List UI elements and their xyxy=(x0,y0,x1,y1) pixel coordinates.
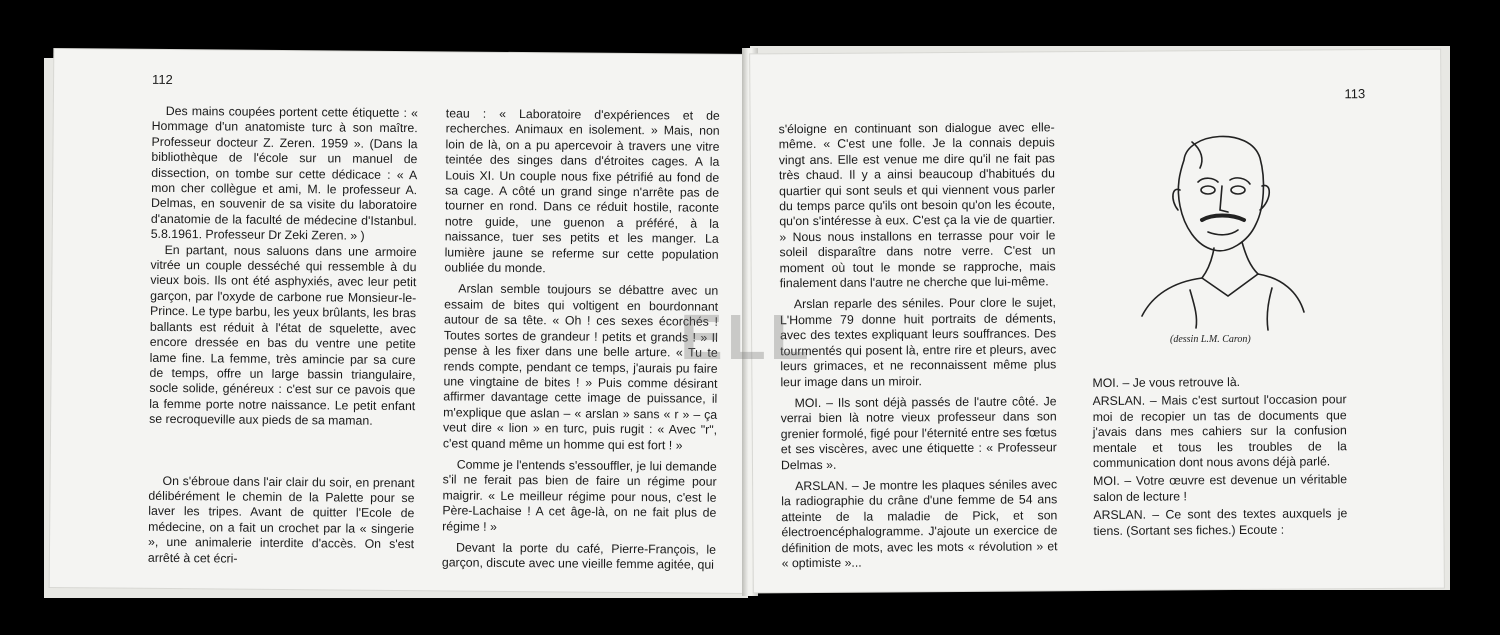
page-number-right: 113 xyxy=(1344,86,1366,102)
paragraph: Des mains coupées portent cette étiquette : « Hommage d'un anatomiste turc à son maître. Professeur docteur Z. Zeren. 1959 ». (Dans la bibliothèque de l'école sur un manuel de dissection, on tombe sur cette dédicace : « A mon cher collègue et ami, M. le professeur A. Delmas, en souvenir de sa visite du laboratoire d'anatomie de la faculté de médecine d'Istanbul. 5.8.1961. Professeur Dr Zeki Zeren. » ) xyxy=(150,103,418,243)
left-page-column-1 xyxy=(148,104,418,568)
watermark: ELL xyxy=(680,301,813,373)
left-page-column-2 xyxy=(442,106,720,573)
paragraph: MOI. – Ils sont déjà passés de l'autre côté. Je verrai bien là notre vieux professeur dans son grenier formolé, figé pour l'éternité entre ses fœtus et ses viscères, avec une étiquette : « Professeur Delmas ». xyxy=(780,394,1057,472)
right-page xyxy=(750,50,1444,593)
sketch-signature: (dessin L.M. Caron) xyxy=(1170,334,1251,345)
right-page-column-2 xyxy=(1092,374,1347,542)
portrait-sketch xyxy=(1132,120,1307,350)
dialogue-line: MOI. – Je vous retrouve là. xyxy=(1092,375,1241,391)
dialogue-line: ARSLAN. – Mais c'est surtout l'occasion pour moi de recopier un tas de documents que j'avais dans mes cahiers sur la confusion mentale et tous les troubles de la communication dont nous avons déjà parlé. xyxy=(1092,392,1347,471)
paragraph: Comme je l'entends s'essouffler, je lui demande s'il ne ferait pas bien de faire un régime pour maigrir. « Le meilleur régime pour nous, c'est le Père-Lachaise ! A cet âge-là, on ne fait plus de régime ! » xyxy=(442,457,717,534)
right-page-column-1 xyxy=(779,120,1058,571)
paragraph: s'éloigne en continuant son dialogue avec elle-même. « C'est une folle. Je la connais depuis vingt ans. Elle est venue me dire qu'il ne fait pas très chaud. Il y a ainsi beaucoup d'habitués du quartier qui sont seuls et qui viennent vous parler du temps parce qu'ils ont besoin qu'on les écoute, qu'on s'intéresse à eux. C'est ça la vie de quartier. » Nous nous installons en terrasse pour voir le soleil disparaître dans notre verre. C'est un moment où tout le monde se rapproche, mais finalement dans l'autre ne cherche que lui-même. xyxy=(778,120,1056,291)
paragraph: En partant, nous saluons dans une armoire vitrée un couple desséché qui ressemble à du vieux bois. Ils ont été asphyxiés, avec leur petit garçon, par l'oxyde de carbone rue Monsieur-le-Prince. Le type barbu, les yeux brûlants, les bras ballants est réduit à l'état de squelette, avec encore dressée en bas du ventre une petite lame fine. La femme, très amincie par sa cure de temps, offre un large bassin triangulaire, socle solide, généreux : c'est sur ce pavois que la femme porte notre naissance. Le petit enfant se recroqueville aux pieds de sa maman. xyxy=(149,242,417,428)
page-number-left: 112 xyxy=(152,71,173,88)
paragraph: ARSLAN. – Je montre les plaques séniles avec la radiographie du crâne d'une femme de 54 ans atteinte de la maladie de Pick, et son électroencéphalogramme. J'ajoute un exercice de définition de mots, avec les mots « révolution » et « optimiste »... xyxy=(781,477,1058,571)
paragraph: Devant la porte du café, Pierre-François, le garçon, discute avec une vieille femme agitée, qui xyxy=(441,540,717,573)
paragraph: On s'ébroue dans l'air clair du soir, en prenant délibérément le chemin de la Palette pour se laver les tripes. Avant de quitter l'Ecole de médecine, on a fait un crochet par la « singerie », une animalerie interdite d'accès. On s'est arrêté à cet écri- xyxy=(147,473,415,566)
paragraph: teau : « Laboratoire d'expériences et de recherches. Animaux en isolement. » Mais, non loin de là, on a pu apercevoir à travers une vitre teintée des singes dans d'étroites cages. A la Louis XI. Un couple nous fixe pétrifié au fond de sa cage. A côté un grand singe n'arrête pas de tourner en rond. Dans ce réduit hostile, raconte notre guide, une guenon a préféré, à la naissance, tuer ses petits et les manger. La lumière jaune se referme sur cette population oubliée du monde. xyxy=(444,106,720,276)
dialogue-line: MOI. – Votre œuvre est devenue un véritable salon de lecture ! xyxy=(1093,472,1348,504)
dialogue-line: ARSLAN. – Ce sont des textes auxquels je tiens. (Sortant ses fiches.) Ecoute : xyxy=(1093,506,1348,538)
paragraph: Arslan semble toujours se débattre avec un essaim de bites qui voltigent en bourdonnant autour de sa tête. « Oh ! ces sexes écorchés ! Toutes sortes de grandeur ! petits et grands ! » Il pense à les fixer dans une belle arture. « Tu te rends compte, pendant ce temps, j'aurais pu faire une vingtaine de bites ! » Puis comme désirant affirmer davantage cette image de puissance, il m'explique que aslan – « arslan » sans « r » – ça veut dire « lion » en turc, puis rugit : « Avec "r", c'est quand même un homme qui est fort ! » xyxy=(442,281,719,453)
paragraph: Arslan reparle des séniles. Pour clore le sujet, L'Homme 79 donne huit portraits de déments, avec des textes expliquant leurs souffrances. Des tourmentés qui posent là, entre rire et pleurs, avec leurs grimaces, et ne reconnaissent même plus leur image dans un miroir. xyxy=(779,295,1057,389)
left-page xyxy=(50,49,751,593)
